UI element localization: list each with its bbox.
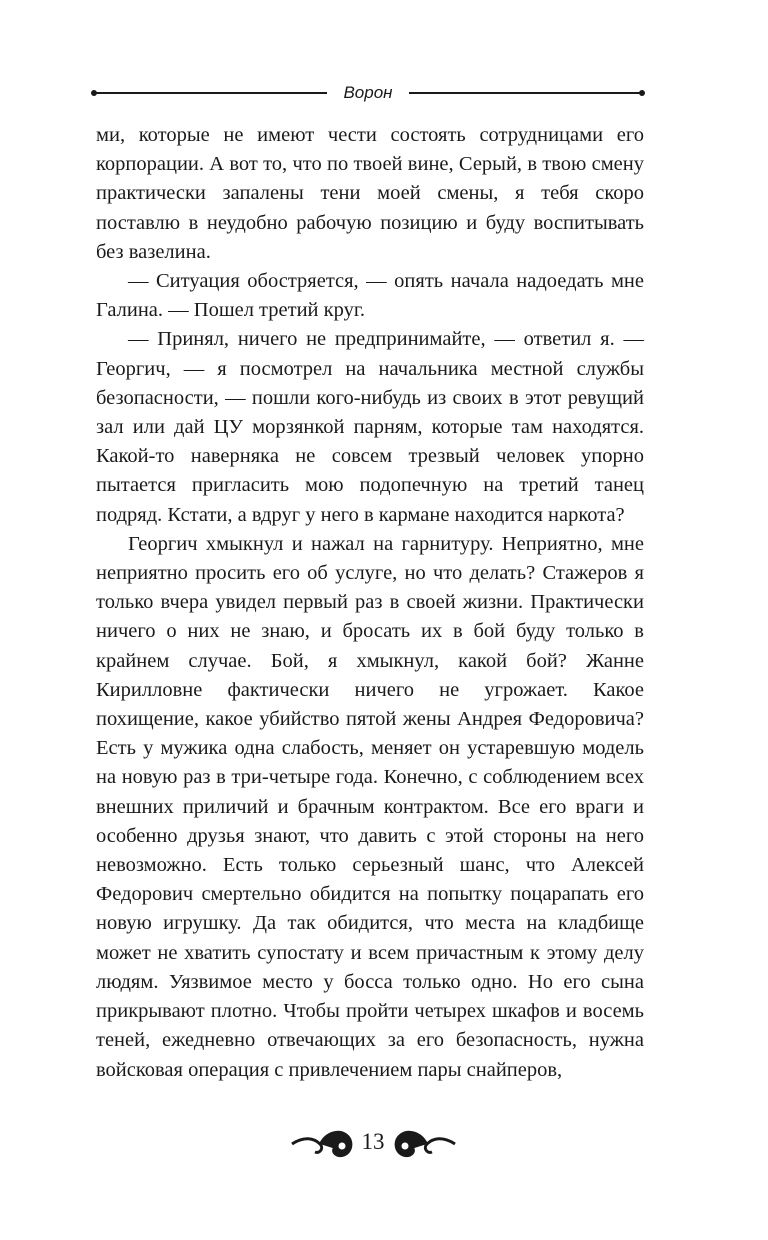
paragraph: — Ситуация обостряется, — опять начала надоедать мне Галина. — Пошел третий круг. xyxy=(96,270,644,322)
ornament-right-icon xyxy=(391,1124,457,1160)
page-folio xyxy=(288,1120,458,1164)
book-title: Ворон xyxy=(343,83,393,102)
paragraph: Георгич хмыкнул и нажал на гарнитуру. Неприятно, мне неприятно просить его об услуге, но что делать? Стажеров я только вчера увидел первый раз в своей жизни. Практически ничего о них не знаю, и бросать их в бой буду только в крайнем случае. Бой, я хмыкнул, какой бой? Жанне Кирилловне фактически ничего не угрожает. Какое похищение, какое убийство пятой жены Андрея Федоровича? Есть у мужика одна слабость, меняет он устаревшую модель на новую раз в три-четыре года. Конечно, с соблюдением всех внешних приличий и брачным контрактом. Все его враги и особенно друзья знают, что давить с этой стороны на него невозможно. Есть только серьезный шанс, что Алексей Федорович смертельно обидится на попытку поцарапать его новую игрушку. Да так обидится, что места на кладбище может не хватить супостату и всем причастным к этому делу людям. Уязвимое место у босса только одно. Но его сына прикрывают плотно. Чтобы пройти четырех шкафов и восемь теней, ежедневно отвечающих за его безопасность, нужна войсковая операция с привлечением пары снайперов, xyxy=(96,532,644,1081)
running-head xyxy=(93,80,643,106)
paragraph: ми, которые не имеют чести состоять сотрудницами его корпорации. А вот то, что по твоей вине, Серый, в твою смену практически запалены тени моей смены, я тебя скоро поставлю в неудобно рабочую позицию и буду воспитывать без вазелина. xyxy=(96,124,644,263)
page-number: 13 xyxy=(361,1129,385,1154)
ornament-left-icon xyxy=(290,1124,356,1160)
header-rule-left xyxy=(93,92,327,94)
body-text xyxy=(96,121,644,1085)
paragraph: — Принял, ничего не предпринимайте, — ответил я. — Георгич, — я посмотрел на начальника местной службы безопасности, — пошли кого-нибудь из своих в этот ревущий зал или дай ЦУ морзянкой парням, которые там находятся. Какой-то наверняка не совсем трезвый человек упорно пытается пригласить мою подопечную на третий танец подряд. Кстати, а вдруг у него в кармане находится наркота? xyxy=(96,328,644,526)
header-rule-right xyxy=(409,92,643,94)
